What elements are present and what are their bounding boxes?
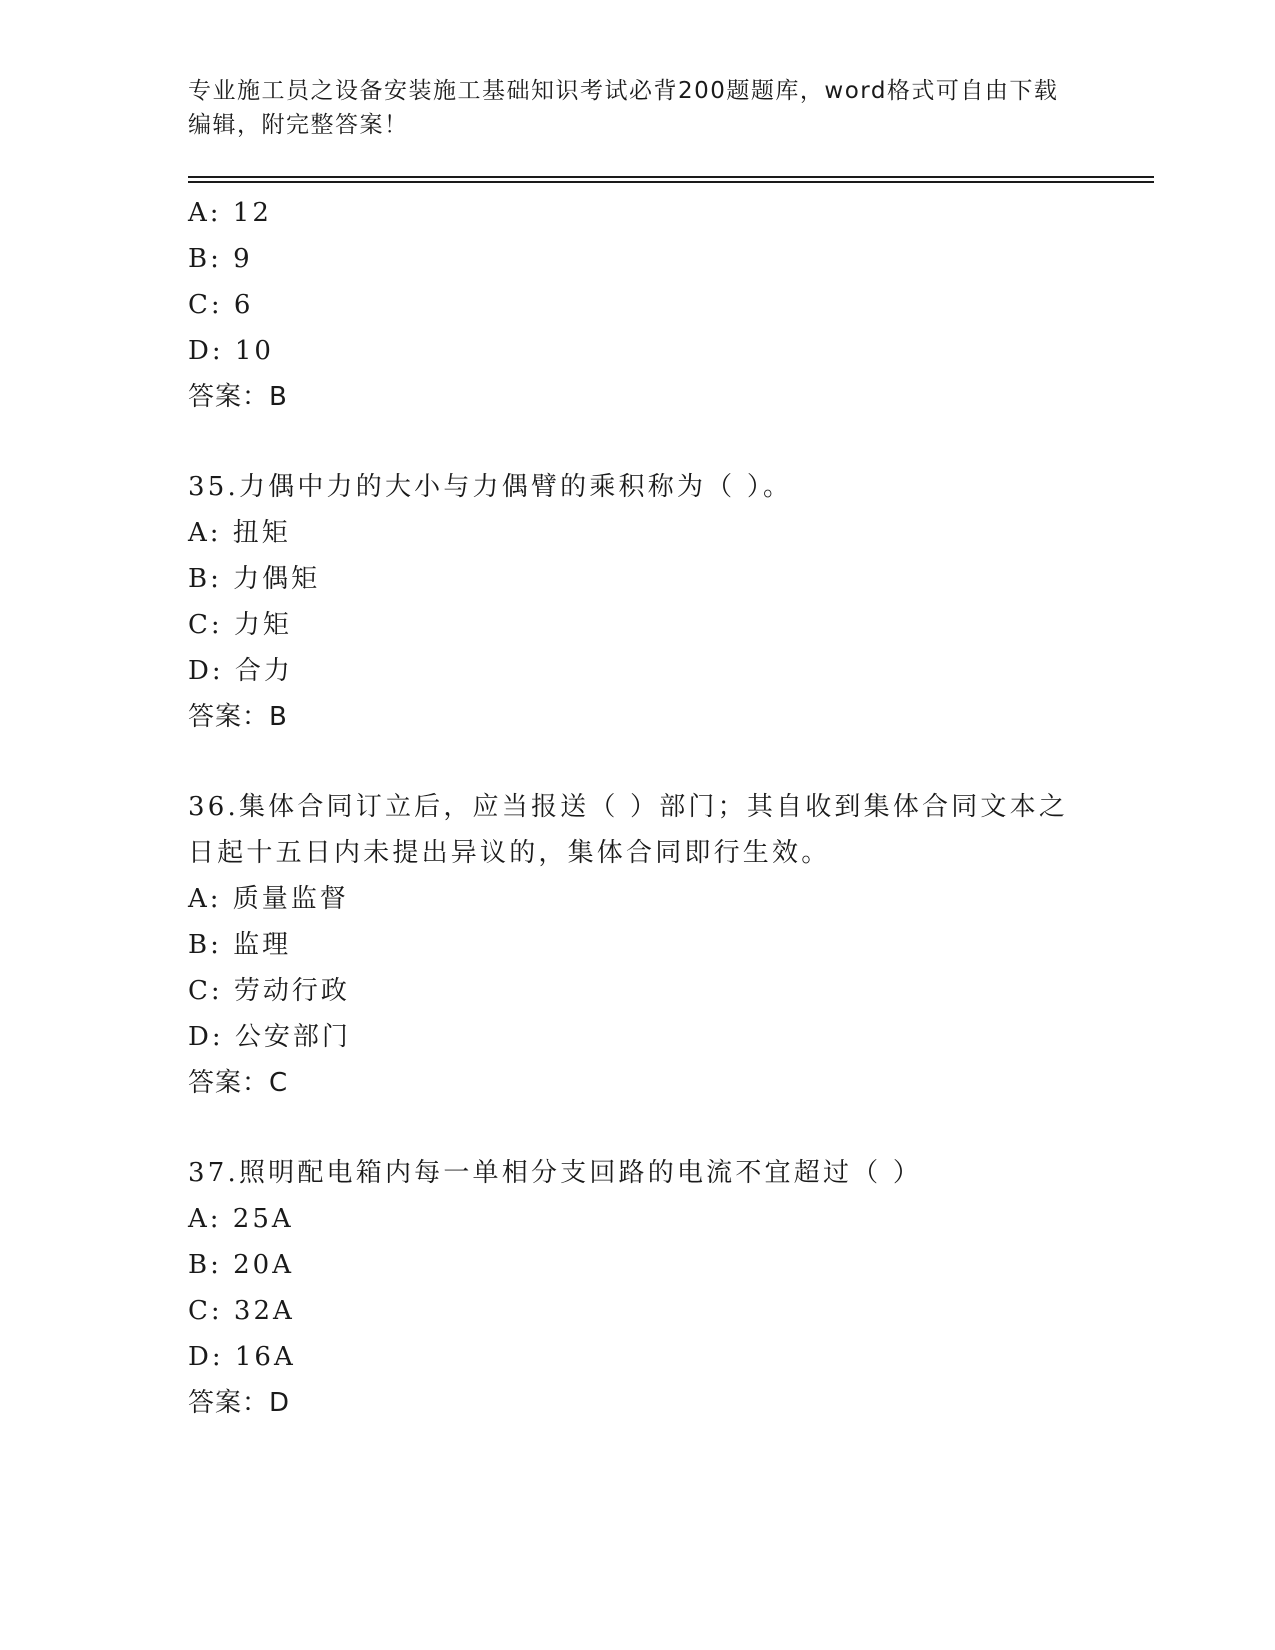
option-c: C: 力矩 — [188, 610, 292, 640]
answer: 答案：D — [188, 1388, 291, 1418]
answer: 答案：C — [188, 1068, 289, 1098]
option-a: A: 扭矩 — [188, 518, 291, 548]
option-a: A: 12 — [188, 198, 272, 228]
answer: 答案：B — [188, 382, 288, 412]
question-text: 36.集体合同订立后，应当报送（ ）部门；其自收到集体合同文本之日起十五日内未提出异议的，集体合同即行生效。 — [188, 792, 1069, 868]
header-divider-top — [188, 176, 1154, 178]
option-b: B: 9 — [188, 244, 253, 274]
option-c: C: 6 — [188, 290, 254, 320]
header-divider-bottom — [188, 181, 1154, 183]
question-36 — [188, 784, 1068, 1106]
question-text: 37.照明配电箱内每一单相分支回路的电流不宜超过（ ） — [188, 1158, 923, 1188]
option-d: D: 公安部门 — [188, 1022, 351, 1052]
question-34 — [188, 190, 1068, 420]
option-d: D: 16A — [188, 1342, 296, 1372]
question-35 — [188, 464, 1068, 740]
option-d: D: 合力 — [188, 656, 293, 686]
option-c: C: 劳动行政 — [188, 976, 350, 1006]
option-b: B: 力偶矩 — [188, 564, 321, 594]
question-37 — [188, 1150, 1068, 1426]
question-list — [188, 190, 1068, 1426]
option-b: B: 监理 — [188, 930, 292, 960]
option-b: B: 20A — [188, 1250, 294, 1280]
question-text: 35.力偶中力的大小与力偶臂的乘积称为（ ）。 — [188, 472, 793, 502]
answer: 答案：B — [188, 702, 288, 732]
option-d: D: 10 — [188, 336, 274, 366]
option-c: C: 32A — [188, 1296, 295, 1326]
option-a: A: 25A — [188, 1204, 294, 1234]
document-header: 专业施工员之设备安装施工基础知识考试必背200题题库，word格式可自由下载编辑，附完整答案！ — [188, 78, 1059, 138]
option-a: A: 质量监督 — [188, 884, 349, 914]
